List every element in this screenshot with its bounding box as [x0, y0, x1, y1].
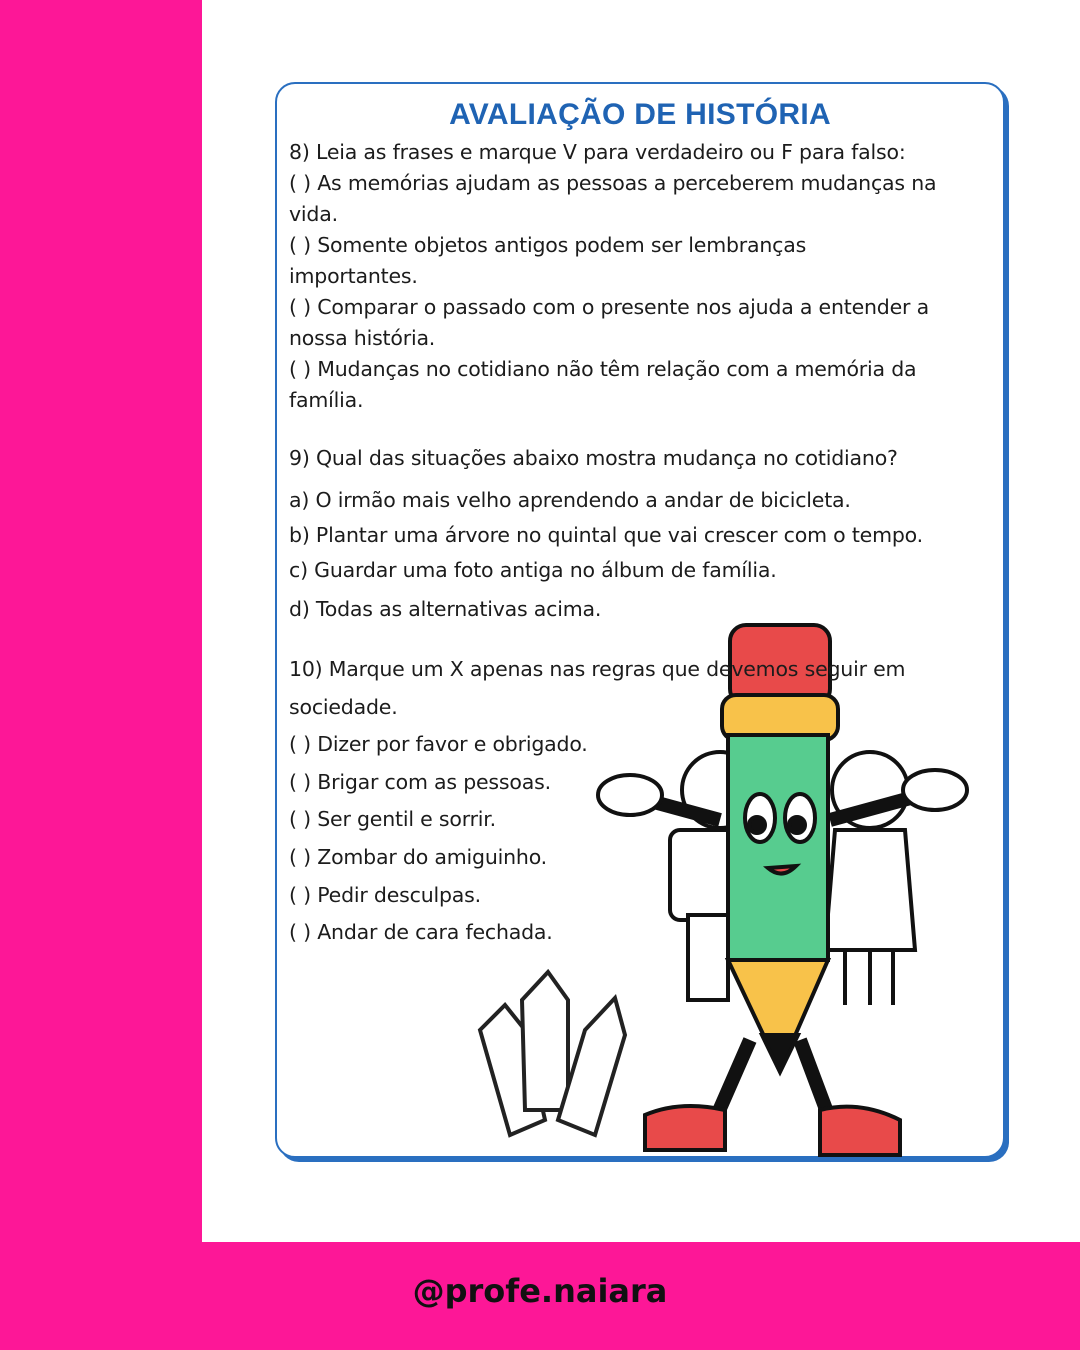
q8-line: ( ) Mudanças no cotidiano não têm relação com a memória da	[289, 357, 917, 381]
q9-option-a: a) O irmão mais velho aprendendo a andar de bicicleta.	[289, 488, 851, 512]
q8-line: ( ) As memórias ajudam as pessoas a perceberem mudanças na	[289, 171, 937, 195]
question-8-prompt: 8) Leia as frases e marque V para verdadeiro ou F para falso:	[289, 140, 906, 164]
question-10-prompt: 10) Marque um X apenas nas regras que devemos seguir em	[289, 657, 906, 681]
q9-option-d: d) Todas as alternativas acima.	[289, 597, 602, 621]
instagram-handle: @profe.naiara	[412, 1272, 668, 1310]
q10-item: ( ) Zombar do amiguinho.	[289, 845, 547, 869]
q8-line: ( ) Comparar o passado com o presente nos ajuda a entender a	[289, 295, 929, 319]
q10-item: ( ) Andar de cara fechada.	[289, 920, 553, 944]
q10-item: ( ) Pedir desculpas.	[289, 883, 481, 907]
colored-pencils-icon	[480, 972, 625, 1135]
question-10-prompt-cont: sociedade.	[289, 695, 398, 719]
q8-line: importantes.	[289, 264, 418, 288]
q10-item: ( ) Dizer por favor e obrigado.	[289, 732, 588, 756]
q10-item: ( ) Ser gentil e sorrir.	[289, 807, 496, 831]
q9-option-b: b) Plantar uma árvore no quintal que vai crescer com o tempo.	[289, 523, 923, 547]
q8-line: vida.	[289, 202, 338, 226]
q9-option-c: c) Guardar uma foto antiga no álbum de família.	[289, 558, 777, 582]
q10-item: ( ) Brigar com as pessoas.	[289, 770, 551, 794]
page-title: AVALIAÇÃO DE HISTÓRIA	[449, 98, 831, 131]
q8-line: família.	[289, 388, 364, 412]
q8-line: ( ) Somente objetos antigos podem ser lembranças	[289, 233, 807, 257]
question-9-prompt: 9) Qual das situações abaixo mostra mudança no cotidiano?	[289, 446, 898, 470]
pencil-mascot-illustration	[470, 615, 990, 1165]
q8-line: nossa história.	[289, 326, 436, 350]
